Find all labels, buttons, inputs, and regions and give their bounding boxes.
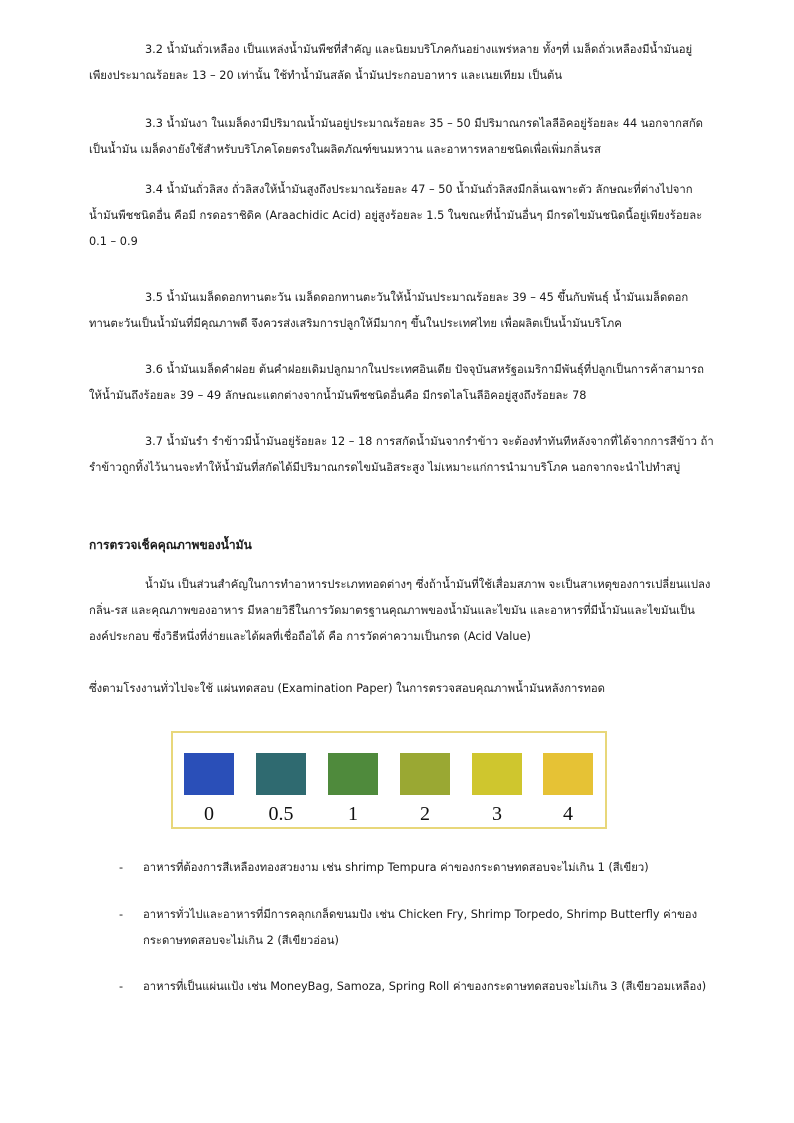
paragraph-safflower-oil xyxy=(89,357,714,409)
section-heading: การตรวจเช็คคุณภาพของน้ำมัน xyxy=(89,538,252,552)
paragraph-text: น้ำมัน เป็นส่วนสำคัญในการทำอาหารประเภททอดต่างๆ ซึ่งถ้าน้ำมันที่ใช้เสื่อมสภาพ จะเป็นสาเหตุของการเปลี่ยนแปลง กลิ่น-รส และคุณภาพของอาหาร มีหลายวิธีในการวัดมาตรฐานคุณภาพของน้ำมันและไขมัน และอาหารที่มีน้ำมันและไขมันเป็นองค์ประกอบ ซึ่งวิธีหนึ่งที่ง่ายและได้ผลที่เชื่อถือได้ คือ การวัดค่าความเป็นกรด (Acid Value) xyxy=(89,578,711,643)
paragraph-sesame-oil xyxy=(89,111,714,163)
swatch-label: 3 xyxy=(492,803,502,825)
swatch-1 xyxy=(328,753,378,795)
bullet-dash: - xyxy=(119,980,124,993)
swatch-label: 0 xyxy=(204,803,214,825)
paragraph-rice-bran-oil xyxy=(89,429,714,481)
swatch-label: 0.5 xyxy=(268,803,294,825)
bullet-dash: - xyxy=(119,861,124,874)
swatch-4 xyxy=(543,753,593,795)
swatch-label: 1 xyxy=(348,803,358,825)
swatch-label: 4 xyxy=(563,803,573,825)
list-item-text: อาหารที่เป็นแผ่นแป้ง เช่น MoneyBag, Samoza, Spring Roll ค่าของกระดาษทดสอบจะไม่เกิน 3 (สีเขียวอมเหลือง) xyxy=(143,980,707,993)
bullet-dash: - xyxy=(119,908,124,921)
swatch-2 xyxy=(400,753,450,795)
paragraph-usage: ซึ่งตามโรงงานทั่วไปจะใช้ แผ่นทดสอบ (Examination Paper) ในการตรวจสอบคุณภาพน้ำมันหลังการทอด xyxy=(89,682,606,695)
paragraph-text: 3.3 น้ำมันงา ในเมล็ดงามีปริมาณน้ำมันอยู่ประมาณร้อยละ 35 – 50 มีปริมาณกรดไลลีอิคอยู่ร้อยละ 44 นอกจากสกัดเป็นน้ำมัน เมล็ดงายังใช้สำหรับบริโภคโดยตรงในผลิตภัณฑ์ขนมหวาน และอาหารหลายชนิดเพื่อเพิ่มกลิ่นรส xyxy=(89,117,704,156)
test-strip-color-chart xyxy=(171,731,607,829)
paragraph-text: 3.2 น้ำมันถั่วเหลือง เป็นแหล่งน้ำมันพืชที่สำคัญ และนิยมบริโภคกันอย่างแพร่หลาย ทั้งๆที่ เมล็ดถั่วเหลืองมีน้ำมันอยู่เพียงประมาณร้อยละ 13 – 20 เท่านั้น ใช้ทำน้ำมันสลัด น้ำมันประกอบอาหาร และเนยเทียม เป็นต้น xyxy=(89,43,693,82)
paragraph-intro xyxy=(89,572,714,650)
paragraph-sunflower-oil xyxy=(89,285,714,337)
list-item-text: อาหารที่ต้องการสีเหลืองทองสวยงาม เช่น shrimp Tempura ค่าของกระดาษทดสอบจะไม่เกิน 1 (สีเขียว) xyxy=(143,861,649,874)
swatch-0 xyxy=(184,753,234,795)
swatch-0-5 xyxy=(256,753,306,795)
paragraph-text: 3.5 น้ำมันเมล็ดดอกทานตะวัน เมล็ดดอกทานตะวันให้น้ำมันประมาณร้อยละ 39 – 45 ขึ้นกับพันธุ์ น้ำมันเมล็ดดอกทานตะวันเป็นน้ำมันที่มีคุณภาพดี จึงควรส่งเสริมการปลูกให้มีมากๆ ขึ้นในประเทศไทย เพื่อผลิตเป็นน้ำมันบริโภค xyxy=(89,291,689,330)
paragraph-text: 3.7 น้ำมันรำ รำข้าวมีน้ำมันอยู่ร้อยละ 12 – 18 การสกัดน้ำมันจากรำข้าว จะต้องทำทันทีหลังจากที่ได้จากการสีข้าว ถ้ารำข้าวถูกทิ้งไว้นานจะทำให้น้ำมันที่สกัดได้มีปริมาณกรดไขมันอิสระสูง ไม่เหมาะแก่การนำมาบริโภค นอกจากจะนำไปทำสบู่ xyxy=(89,435,714,474)
paragraph-peanut-oil xyxy=(89,177,714,255)
paragraph-text: 3.4 น้ำมันถั่วลิสง ถั่วลิสงให้น้ำมันสูงถึงประมาณร้อยละ 47 – 50 น้ำมันถั่วลิสงมีกลิ่นเฉพาะตัว ลักษณะที่ต่างไปจากน้ำมันพืชชนิดอื่น คือมี กรดอราชิดิค (Araachidic Acid) อยู่สูงร้อยละ 1.5 ในขณะที่น้ำมันอื่นๆ มีกรดไขมันชนิดนี้อยู่เพียงร้อยละ 0.1 – 0.9 xyxy=(89,183,703,248)
paragraph-text: 3.6 น้ำมันเมล็ดคำฝอย ต้นคำฝอยเดิมปลูกมากในประเทศอินเดีย ปัจจุบันสหรัฐอเมริกามีพันธุ์ที่ปลูกเป็นการค้าสามารถให้น้ำมันถึงร้อยละ 39 – 49 ลักษณะแตกต่างจากน้ำมันพืชชนิดอื่นคือ มีกรดไลโนลีอิคอยู่สูงถึงร้อยละ 78 xyxy=(89,363,705,402)
swatch-3 xyxy=(472,753,522,795)
list-item-text: อาหารทั่วไปและอาหารที่มีการคลุกเกล็ดขนมปัง เช่น Chicken Fry, Shrimp Torpedo, Shrimp Butterfly ค่าของกระดาษทดสอบจะไม่เกิน 2 (สีเขียวอ่อน) xyxy=(143,908,698,947)
swatch-label: 2 xyxy=(420,803,430,825)
paragraph-soybean-oil xyxy=(89,37,714,89)
